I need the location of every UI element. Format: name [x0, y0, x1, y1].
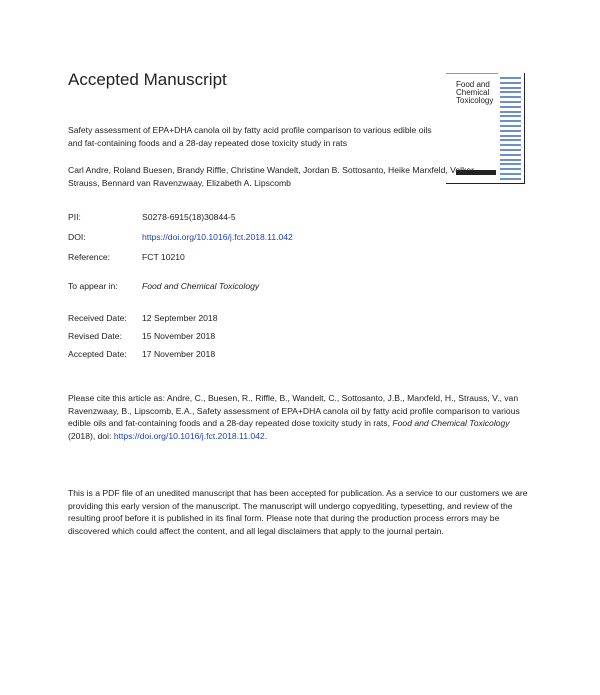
cover-journal-title [456, 81, 500, 105]
reference-label: Reference: [68, 252, 111, 262]
revised-date-value: 15 November 2018 [142, 331, 216, 341]
doi-label: DOI: [68, 232, 86, 242]
cover-strip-line [500, 149, 521, 151]
cover-title-line: Toxicology [456, 96, 494, 105]
cover-strip-line [500, 101, 521, 103]
cover-top-bar [446, 73, 498, 78]
to-appear-label: To appear in: [68, 281, 118, 291]
cover-strip-line [500, 154, 521, 156]
cover-strip-line [500, 115, 521, 117]
accepted-date-value: 17 November 2018 [142, 349, 216, 359]
cover-strip-line [500, 91, 521, 93]
citation-text: Please cite this article as: Andre, C., Buesen, R., Riffle, B., Wandelt, C., Sottosanto, J.B., Marxfeld, H., Strauss, V., van Ravenzwaay, B., Lipscomb, E.A., Safety assessment of EPA+DHA canola oil by fatty acid profile comparison to various edible oils and fat-containing foods and a 28-day repeated dose toxicity study in rats, [68, 393, 520, 428]
citation-doi-link[interactable]: https://doi.org/10.1016/j.fct.2018.11.042 [113, 430, 265, 441]
pii-value: S0278-6915(18)30844-5 [142, 212, 236, 222]
cover-strip-line [500, 130, 521, 132]
cover-strip-line [500, 96, 521, 98]
received-date-label: Received Date: [68, 313, 127, 323]
cover-title-line: Food and [456, 80, 490, 89]
cover-strip-line [500, 173, 521, 175]
cover-contents-strip [498, 73, 523, 183]
article-authors: Carl Andre, Roland Buesen, Brandy Riffle, Christine Wandelt, Jordan B. Sottosanto, Heike Marxfeld, Volker Strauss, Bennard van Ravenzwaay, Elizabeth A. Lipscomb [68, 165, 475, 188]
cover-strip-line [500, 144, 521, 146]
citation-paragraph [68, 392, 530, 442]
cover-strip-line [500, 159, 521, 161]
pii-label: PII: [68, 212, 81, 222]
journal-name: Food and Chemical Toxicology [142, 281, 260, 291]
cover-strip-line [500, 178, 521, 180]
cover-strip-line [500, 120, 521, 122]
cover-strip-line [500, 135, 521, 137]
cover-strip-line [500, 125, 521, 127]
revised-date-label: Revised Date: [68, 331, 122, 341]
citation-end: . [264, 430, 268, 441]
doi-link[interactable]: https://doi.org/10.1016/j.fct.2018.11.042 [142, 232, 293, 242]
cover-strip-line [500, 139, 521, 141]
citation-year: (2018), doi: [68, 430, 112, 441]
accepted-date-label: Accepted Date: [68, 349, 127, 359]
cover-strip-line [500, 168, 521, 170]
cover-strip-line [500, 106, 521, 108]
cover-strip-line [500, 77, 521, 79]
cover-strip-line [500, 87, 521, 89]
article-title: Safety assessment of EPA+DHA canola oil by fatty acid profile comparison to various edible oils and fat-containing foods and a 28-day repeated dose toxicity study in rats [68, 125, 432, 148]
cover-strip-line [500, 163, 521, 165]
reference-value: FCT 10210 [142, 252, 185, 262]
page-heading: Accepted Manuscript [68, 70, 227, 89]
cover-strip-line [500, 111, 521, 113]
manuscript-notice: This is a PDF file of an unedited manuscript that has been accepted for publication. As a service to our customers we are providing this early version of the manuscript. The manuscript will undergo copyediting, typesetting, and review of the resulting proof before it is published in its final form. Please note that during the production process errors may be discovered which could affect the content, and all legal disclaimers that apply to the journal pertain. [68, 488, 528, 536]
cover-strip-line [500, 82, 521, 84]
citation-journal: Food and Chemical Toxicology [392, 418, 510, 428]
cover-title-line: Chemical [456, 88, 490, 97]
received-date-value: 12 September 2018 [142, 313, 218, 323]
